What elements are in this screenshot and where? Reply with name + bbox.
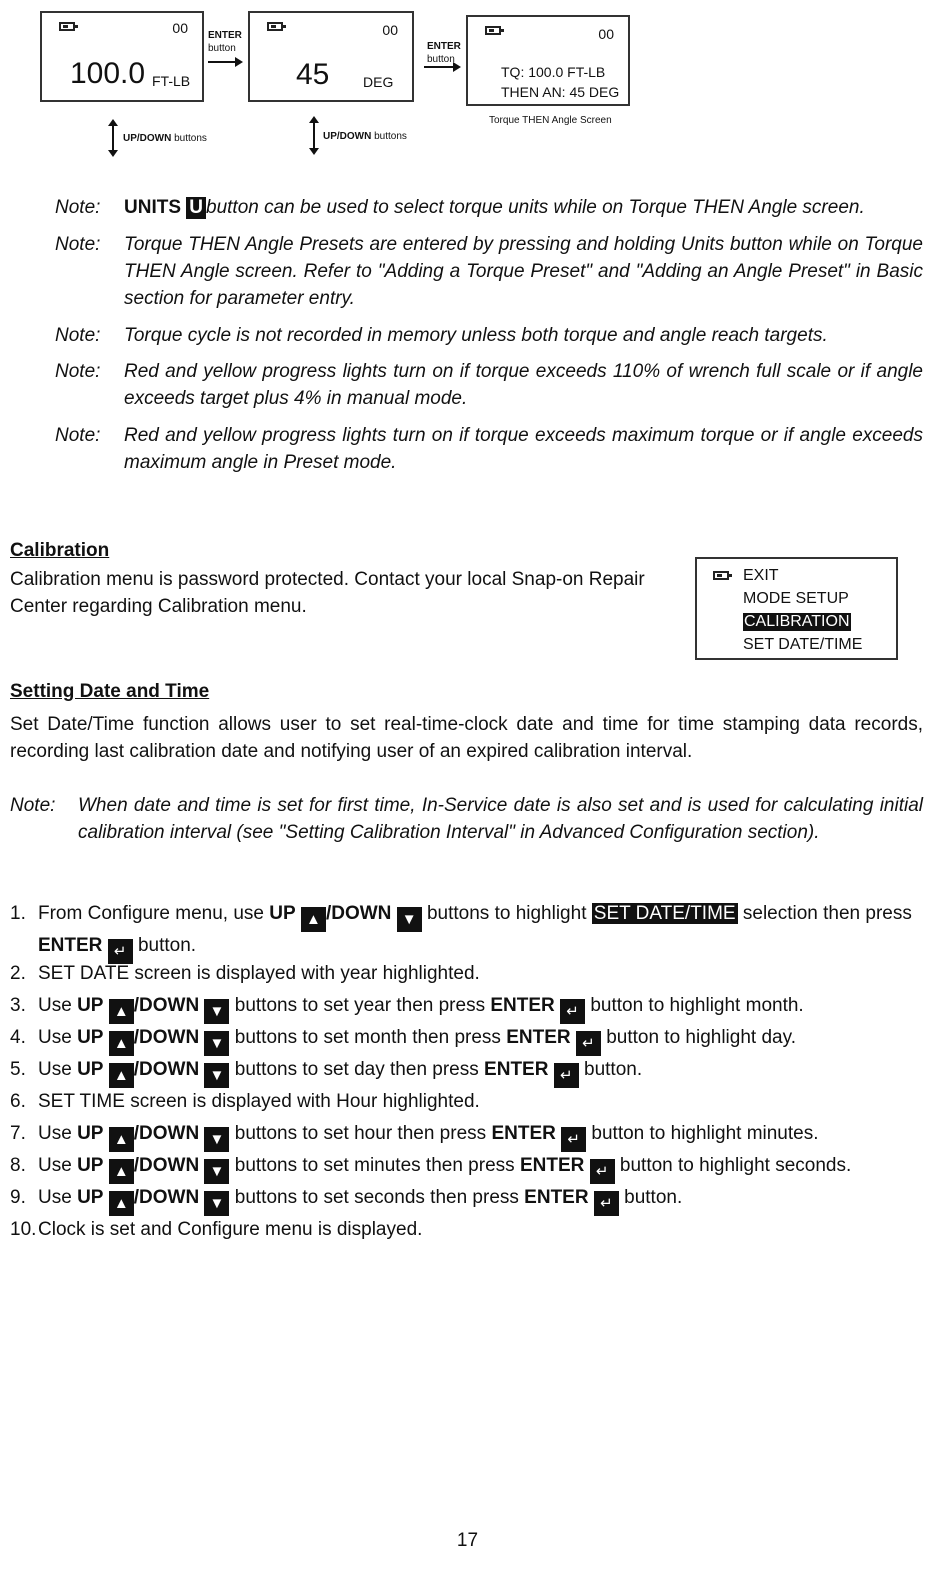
up-label: UP	[77, 1059, 104, 1080]
step-text: buttons to set day then press	[234, 1059, 479, 1080]
page-number: 17	[456, 1530, 479, 1551]
up-triangle-icon: ▲	[109, 1191, 134, 1216]
step-text: SET DATE screen is displayed with year highlighted.	[38, 963, 480, 984]
lcd-screen-angle	[248, 11, 414, 102]
step-4	[10, 1024, 925, 1051]
step-text: Use	[38, 1187, 72, 1208]
note-text	[124, 194, 923, 221]
step-text: Use	[38, 1027, 72, 1048]
step-10	[10, 1216, 925, 1243]
screen-caption: Torque THEN Angle Screen	[489, 115, 612, 126]
calibration-heading: Calibration	[10, 540, 110, 561]
step-number: 7.	[10, 1123, 26, 1144]
menu-item-calibration: CALIBRATION	[744, 613, 850, 630]
step-body	[38, 1184, 925, 1216]
step-text: button.	[584, 1059, 643, 1080]
step-number: 10.	[10, 1219, 37, 1240]
target-angle: THEN AN: 45 DEG	[501, 84, 620, 100]
note-3	[55, 322, 923, 349]
step-text: Use	[38, 1123, 72, 1144]
updown-caption	[123, 132, 207, 145]
enter-return-icon: ↵	[554, 1063, 579, 1088]
step-text: buttons to set minutes then press	[234, 1155, 515, 1176]
button-label: button	[427, 54, 455, 65]
down-triangle-icon: ▼	[204, 1031, 229, 1056]
enter-label: ENTER	[519, 1155, 585, 1176]
datetime-note	[10, 792, 923, 873]
note-text: Torque THEN Angle Presets are entered by pressing and holding Units button while on Torque THEN Angle screen. Refer to "Adding a Torque Preset" and "Adding an Angle Preset" in Basic section for parameter entry.	[124, 234, 923, 309]
units-key-icon: U	[186, 197, 206, 219]
up-triangle-icon: ▲	[109, 999, 134, 1024]
step-number: 3.	[10, 995, 26, 1016]
battery-icon	[713, 571, 729, 580]
lcd-screen-torque	[40, 11, 204, 102]
buttons-label: buttons	[174, 133, 207, 144]
enter-label: ENTER	[38, 935, 103, 956]
step-number: 9.	[10, 1187, 26, 1208]
down-triangle-icon: ▼	[204, 1191, 229, 1216]
datetime-text: Set Date/Time function allows user to set real-time-clock date and time for time stamping data records, recording last calibration date and notifying user of an expired calibration interval.	[10, 714, 923, 762]
updown-label: UP/DOWN	[323, 131, 372, 142]
enter-label: ENTER	[506, 1027, 571, 1048]
calibration-text: Calibration menu is password protected. Contact your local Snap-on Repair Center regarding Calibration menu.	[10, 569, 645, 617]
enter-label: ENTER	[427, 41, 461, 52]
down-label: /DOWN	[133, 1155, 200, 1176]
note-text: When date and time is set for first time, In-Service date is also set and is used for calculating initial calibration interval (see "Setting Calibration Interval" in Advanced Configuration section).	[78, 795, 923, 843]
updown-label: UP/DOWN	[123, 133, 172, 144]
step-text: button to highlight seconds.	[619, 1155, 852, 1176]
enter-label: ENTER	[490, 995, 555, 1016]
down-triangle-icon: ▼	[204, 1159, 229, 1184]
menu-item-set-date-time: SET DATE/TIME	[743, 636, 863, 653]
down-label: /DOWN	[133, 995, 200, 1016]
down-label: /DOWN	[133, 1027, 200, 1048]
battery-icon	[485, 26, 501, 35]
enter-label: ENTER	[491, 1123, 556, 1144]
screen-count: 00	[382, 22, 398, 38]
enter-label: ENTER	[524, 1187, 589, 1208]
up-triangle-icon: ▲	[109, 1127, 134, 1152]
down-triangle-icon: ▼	[204, 1063, 229, 1088]
note-4	[55, 358, 923, 412]
step-5	[10, 1056, 925, 1083]
note-1-rest: button can be used to select torque units while on Torque THEN Angle screen.	[206, 197, 865, 218]
step-text: SET TIME screen is displayed with Hour highlighted.	[38, 1091, 480, 1112]
step-body	[38, 992, 925, 1024]
step-text: buttons to set hour then press	[234, 1123, 487, 1144]
up-label: UP	[77, 1155, 104, 1176]
torque-unit: FT-LB	[152, 73, 191, 89]
down-label: /DOWN	[133, 1059, 200, 1080]
note-text: Red and yellow progress lights turn on if torque exceeds 110% of wrench full scale or if angle exceeds target plus 4% in manual mode.	[124, 361, 923, 409]
up-label: UP	[77, 1187, 104, 1208]
note-text: Torque cycle is not recorded in memory unless both torque and angle reach targets.	[124, 325, 828, 346]
step-text: Use	[38, 1059, 72, 1080]
torque-value: 100.0	[70, 57, 146, 90]
step-text: selection then press	[742, 903, 912, 924]
angle-value: 45	[296, 58, 330, 91]
up-down-arrow-icon	[112, 121, 114, 155]
up-triangle-icon: ▲	[301, 907, 326, 932]
step-text: button to highlight day.	[606, 1027, 796, 1048]
button-label: button	[208, 43, 236, 54]
step-text: button.	[137, 935, 197, 956]
step-number: 6.	[10, 1091, 26, 1112]
up-triangle-icon: ▲	[109, 1063, 134, 1088]
note-label: Note:	[55, 361, 101, 382]
step-number: 2.	[10, 963, 26, 984]
note-label: Note:	[55, 425, 101, 446]
highlighted-selection: SET DATE/TIME	[593, 903, 736, 924]
note-label: Note:	[10, 795, 56, 816]
right-arrow-icon	[424, 66, 459, 68]
note-label: Note:	[55, 325, 101, 346]
step-9	[10, 1184, 925, 1211]
note-text: Red and yellow progress lights turn on if torque exceeds maximum torque or if angle exceeds maximum angle in Preset mode.	[124, 425, 923, 473]
buttons-label: buttons	[374, 131, 407, 142]
step-body	[38, 1120, 925, 1152]
step-text: Use	[38, 995, 72, 1016]
up-down-arrow-icon	[313, 118, 315, 153]
note-2	[55, 231, 923, 312]
angle-unit: DEG	[363, 74, 394, 90]
down-triangle-icon: ▼	[204, 1127, 229, 1152]
lcd-screen-torque-then-angle	[466, 15, 630, 106]
battery-icon	[59, 22, 75, 31]
down-label: /DOWN	[133, 1123, 200, 1144]
up-label: UP	[77, 995, 104, 1016]
step-1	[10, 900, 925, 960]
step-number: 8.	[10, 1155, 26, 1176]
menu-item-exit: EXIT	[743, 567, 779, 584]
up-label: UP	[77, 1123, 104, 1144]
step-body	[38, 1152, 925, 1184]
step-2	[10, 960, 925, 987]
step-8	[10, 1152, 925, 1179]
down-label: /DOWN	[325, 903, 392, 924]
enter-return-icon: ↵	[594, 1191, 619, 1216]
step-3	[10, 992, 925, 1019]
note-1	[55, 194, 923, 221]
step-number: 1.	[10, 903, 26, 924]
enter-return-icon: ↵	[561, 1127, 586, 1152]
step-body	[38, 1024, 925, 1056]
step-text: button.	[624, 1187, 683, 1208]
step-text: Use	[38, 1155, 72, 1176]
step-text: buttons to set year then press	[234, 995, 486, 1016]
enter-return-icon: ↵	[576, 1031, 601, 1056]
step-number: 5.	[10, 1059, 26, 1080]
step-6	[10, 1088, 925, 1115]
datetime-heading: Setting Date and Time	[10, 681, 210, 702]
step-text: From Configure menu, use	[38, 903, 264, 924]
step-text: buttons to highlight	[426, 903, 587, 924]
up-label: UP	[77, 1027, 104, 1048]
enter-label: ENTER	[208, 30, 242, 41]
step-text: buttons to set month then press	[234, 1027, 501, 1048]
down-label: /DOWN	[133, 1187, 200, 1208]
step-number: 4.	[10, 1027, 26, 1048]
down-triangle-icon: ▼	[397, 907, 422, 932]
step-text: Clock is set and Configure menu is displayed.	[38, 1219, 423, 1240]
battery-icon	[267, 22, 283, 31]
down-triangle-icon: ▼	[204, 999, 229, 1024]
units-label: UNITS	[124, 197, 181, 218]
note-label: Note:	[55, 234, 101, 255]
enter-return-icon: ↵	[108, 939, 133, 964]
screen-count: 00	[598, 26, 614, 42]
note-label: Note:	[55, 197, 101, 218]
up-triangle-icon: ▲	[109, 1159, 134, 1184]
target-torque: TQ: 100.0 FT-LB	[501, 64, 606, 80]
step-body	[38, 1056, 925, 1088]
enter-return-icon: ↵	[560, 999, 585, 1024]
configure-menu	[695, 557, 898, 660]
updown-caption	[323, 130, 407, 143]
enter-label: ENTER	[484, 1059, 549, 1080]
screen-count: 00	[172, 20, 188, 36]
step-text: button to highlight month.	[590, 995, 804, 1016]
right-arrow-icon	[208, 61, 241, 63]
step-body	[38, 900, 925, 964]
enter-return-icon: ↵	[590, 1159, 615, 1184]
menu-item-mode-setup: MODE SETUP	[743, 590, 849, 607]
up-label: UP	[269, 903, 296, 924]
step-7	[10, 1120, 925, 1147]
note-5	[55, 422, 923, 476]
step-text: buttons to set seconds then press	[234, 1187, 519, 1208]
up-triangle-icon: ▲	[109, 1031, 134, 1056]
step-text: button to highlight minutes.	[591, 1123, 819, 1144]
